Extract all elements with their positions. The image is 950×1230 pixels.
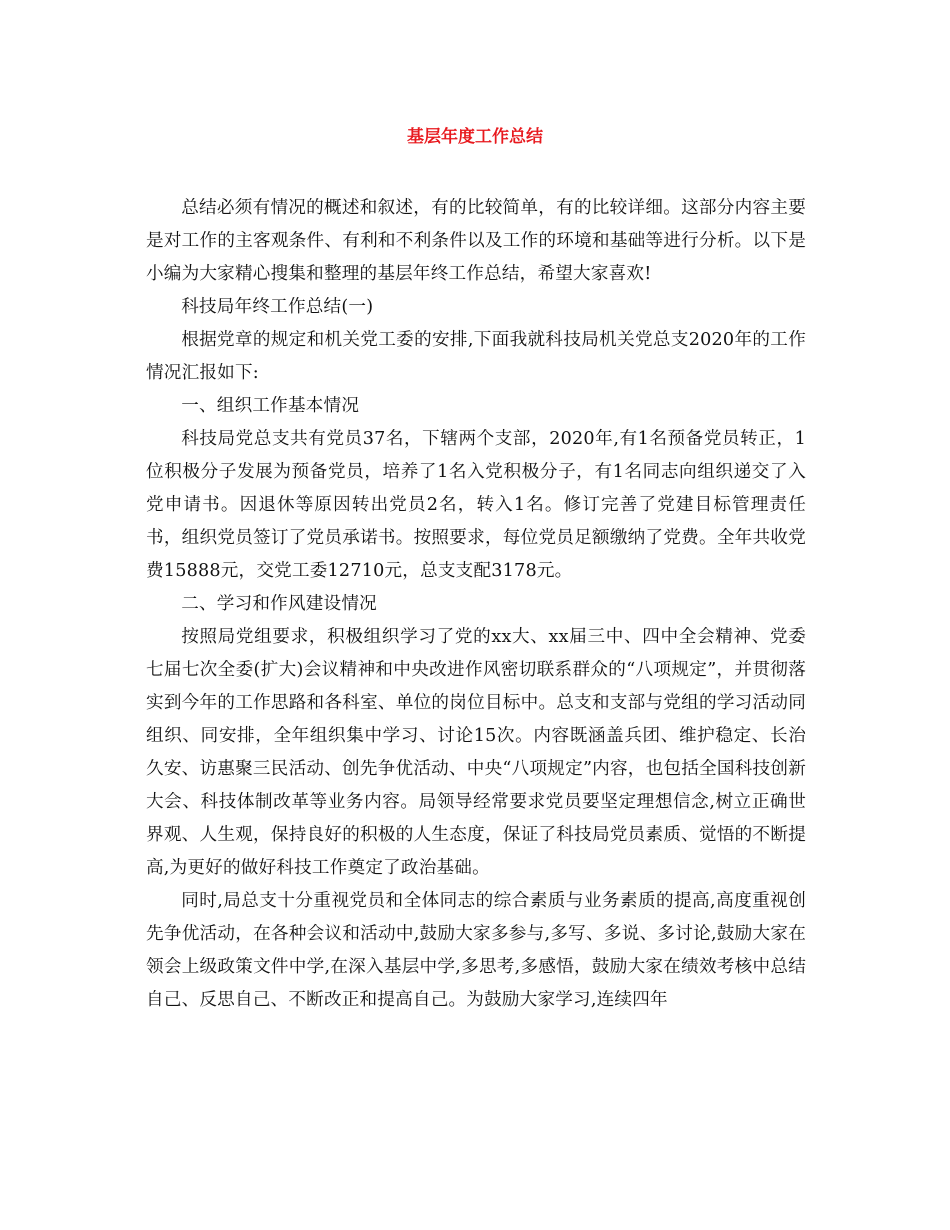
paragraph-report-opening: 根据党章的规定和机关党工委的安排,下面我就科技局机关党总支2020年的工作情况汇报如下: xyxy=(146,330,806,383)
paragraph-quality: 同时,局总支十分重视党员和全体同志的综合素质与业务素质的提高,高度重视创先争优活动，在各种会议和活动中,鼓励大家多参与,多写、多说、多讨论,鼓励大家在领会上级政策文件中学,在深入基层中学,多思考,多感悟，鼓励大家在绩效考核中总结自己、反思自己、不断改正和提高自己。为鼓励大家学习,连续四年 xyxy=(146,891,806,1010)
paragraph-heading-study: 二、学习和作风建设情况 xyxy=(181,594,377,614)
document-body xyxy=(146,192,806,1017)
document-title: 基层年度工作总结 xyxy=(407,127,543,147)
paragraph-intro: 总结必须有情况的概述和叙述，有的比较简单，有的比较详细。这部分内容主要是对工作的主客观条件、有利和不利条件以及工作的环境和基础等进行分析。以下是小编为大家精心搜集和整理的基层年终工作总结，希望大家喜欢! xyxy=(146,198,806,284)
paragraph-organization: 科技局党总支共有党员37名，下辖两个支部，2020年,有1名预备党员转正，1位积极分子发展为预备党员，培养了1名入党积极分子，有1名同志向组织递交了入党申请书。因退休等原因转出党员2名，转入1名。修订完善了党建目标管理责任书，组织党员签订了党员承诺书。按照要求，每位党员足额缴纳了党费。全年共收党费15888元，交党工委12710元，总支支配3178元。 xyxy=(146,429,806,581)
paragraph-study: 按照局党组要求，积极组织学习了党的xx大、xx届三中、四中全会精神、党委七届七次全委(扩大)会议精神和中央改进作风密切联系群众的“八项规定”，并贯彻落实到今年的工作思路和各科室、单位的岗位目标中。总支和支部与党组的学习活动同组织、同安排，全年组织集中学习、讨论15次。内容既涵盖兵团、维护稳定、长治久安、访惠聚三民活动、创先争优活动、中央“八项规定”内容，也包括全国科技创新大会、科技体制改革等业务内容。局领导经常要求党员要坚定理想信念,树立正确世界观、人生观，保持良好的积极的人生态度，保证了科技局党员素质、觉悟的不断提高,为更好的做好科技工作奠定了政治基础。 xyxy=(146,627,806,878)
paragraph-section-heading: 科技局年终工作总结(一) xyxy=(181,297,374,317)
paragraph-heading-organization: 一、组织工作基本情况 xyxy=(181,396,360,416)
